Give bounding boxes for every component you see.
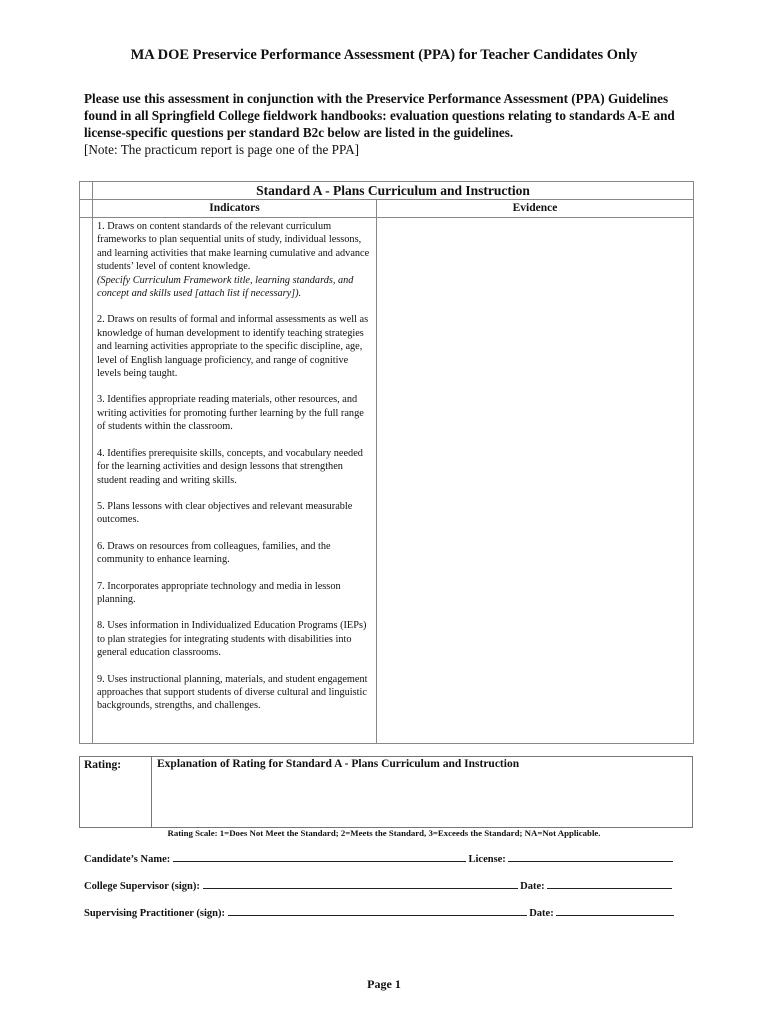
- indicator-item: [97, 313, 372, 380]
- gutter-cell: [80, 182, 93, 200]
- indicator-item: [97, 500, 372, 527]
- college-supervisor-line: [84, 878, 672, 892]
- date-label: Date:: [529, 908, 554, 919]
- indicator-text: 8. Uses information in Individualized Education Programs (IEPs) to plan strategies for integrating students with disabilities into general education classrooms.: [97, 620, 367, 659]
- document-title: MA DOE Preservice Performance Assessment (PPA) for Teacher Candidates Only: [130, 47, 638, 63]
- indicator-text: 6. Draws on resources from colleagues, families, and the community to enhance learning.: [97, 540, 331, 566]
- supervising-practitioner-label: Supervising Practitioner (sign):: [84, 908, 225, 919]
- standard-header-row: [80, 200, 694, 218]
- indicator-text: 9. Uses instructional planning, materials, and student engagement approaches that support students of diverse cultural and linguistic backgrounds, strengths, and challenges.: [97, 673, 368, 712]
- license-field[interactable]: [508, 851, 673, 862]
- supervising-practitioner-line: [84, 905, 674, 919]
- evidence-header: Evidence: [377, 200, 694, 218]
- indicator-item: [97, 220, 372, 300]
- gutter-cell: [80, 200, 93, 218]
- intro-paragraph: [84, 90, 704, 158]
- college-supervisor-date-field[interactable]: [547, 878, 672, 889]
- indicator-text: 3. Identifies appropriate reading materials, other resources, and writing activities for promoting further learning by the full range of students within the classroom.: [97, 394, 364, 433]
- indicator-item: [97, 393, 372, 433]
- license-label: License:: [468, 854, 506, 865]
- gutter-cell: [80, 218, 93, 744]
- indicators-list: [93, 218, 377, 744]
- supervising-practitioner-date-field[interactable]: [556, 905, 674, 916]
- indicator-item: [97, 619, 372, 659]
- indicator-note: (Specify Curriculum Framework title, learning standards, and concept and skills used [attach list if necessary]).: [97, 274, 354, 300]
- college-supervisor-label: College Supervisor (sign):: [84, 881, 200, 892]
- standard-body-row: [80, 218, 694, 744]
- indicator-item: [97, 447, 372, 487]
- college-supervisor-field[interactable]: [203, 878, 518, 889]
- indicator-text: 7. Incorporates appropriate technology and media in lesson planning.: [97, 580, 341, 605]
- indicators-header: Indicators: [93, 200, 377, 218]
- evidence-field[interactable]: [377, 218, 694, 744]
- standard-title-row: [80, 182, 694, 200]
- indicator-text: 4. Identifies prerequisite skills, concepts, and vocabulary needed for the learning activities and design lessons that strengthen student reading and writing skills.: [97, 447, 363, 486]
- indicator-text: 1. Draws on content standards of the relevant curriculum frameworks to plan sequential units of study, individual lessons, and learning activities that make learning cumulative and advance students’ level of content knowledge.: [97, 221, 370, 273]
- candidate-name-field[interactable]: [173, 851, 466, 862]
- standard-a-table: [79, 181, 694, 744]
- rating-scale: Rating Scale: 1=Does Not Meet the Standard; 2=Meets the Standard, 3=Exceeds the Standard; NA=Not Applicable.: [167, 828, 601, 838]
- indicator-text: 5. Plans lessons with clear objectives and relevant measurable outcomes.: [97, 500, 353, 526]
- date-label: Date:: [520, 881, 545, 892]
- intro-instructions: Please use this assessment in conjunction with the Preservice Performance Assessment (PPA) Guidelines found in all Springfield College fieldwork handbooks: evaluation questions relating to standards A-E and license-specific questions per standard B2c below are listed in the guidelines.: [84, 91, 675, 140]
- indicator-item: [97, 580, 372, 607]
- rating-field[interactable]: [80, 757, 152, 827]
- candidate-name-label: Candidate’s Name:: [84, 854, 171, 865]
- rating-explanation-label: Explanation of Rating for Standard A - Plans Curriculum and Instruction: [157, 758, 520, 770]
- supervising-practitioner-field[interactable]: [228, 905, 527, 916]
- indicator-item: [97, 673, 372, 713]
- rating-label: Rating:: [84, 759, 122, 771]
- rating-box: [79, 756, 693, 828]
- indicator-text: 2. Draws on results of formal and informal assessments as well as knowledge of human development to identify teaching strategies and learning activities appropriate to the specific discipline, age, level of English language proficiency, and range of cognitive levels being taught.: [97, 314, 369, 380]
- page-number: Page 1: [367, 977, 401, 991]
- standard-title: Standard A - Plans Curriculum and Instruction: [93, 182, 694, 200]
- candidate-signature-line: [84, 851, 673, 865]
- indicator-item: [97, 540, 372, 567]
- intro-note: [Note: The practicum report is page one of the PPA]: [84, 142, 360, 157]
